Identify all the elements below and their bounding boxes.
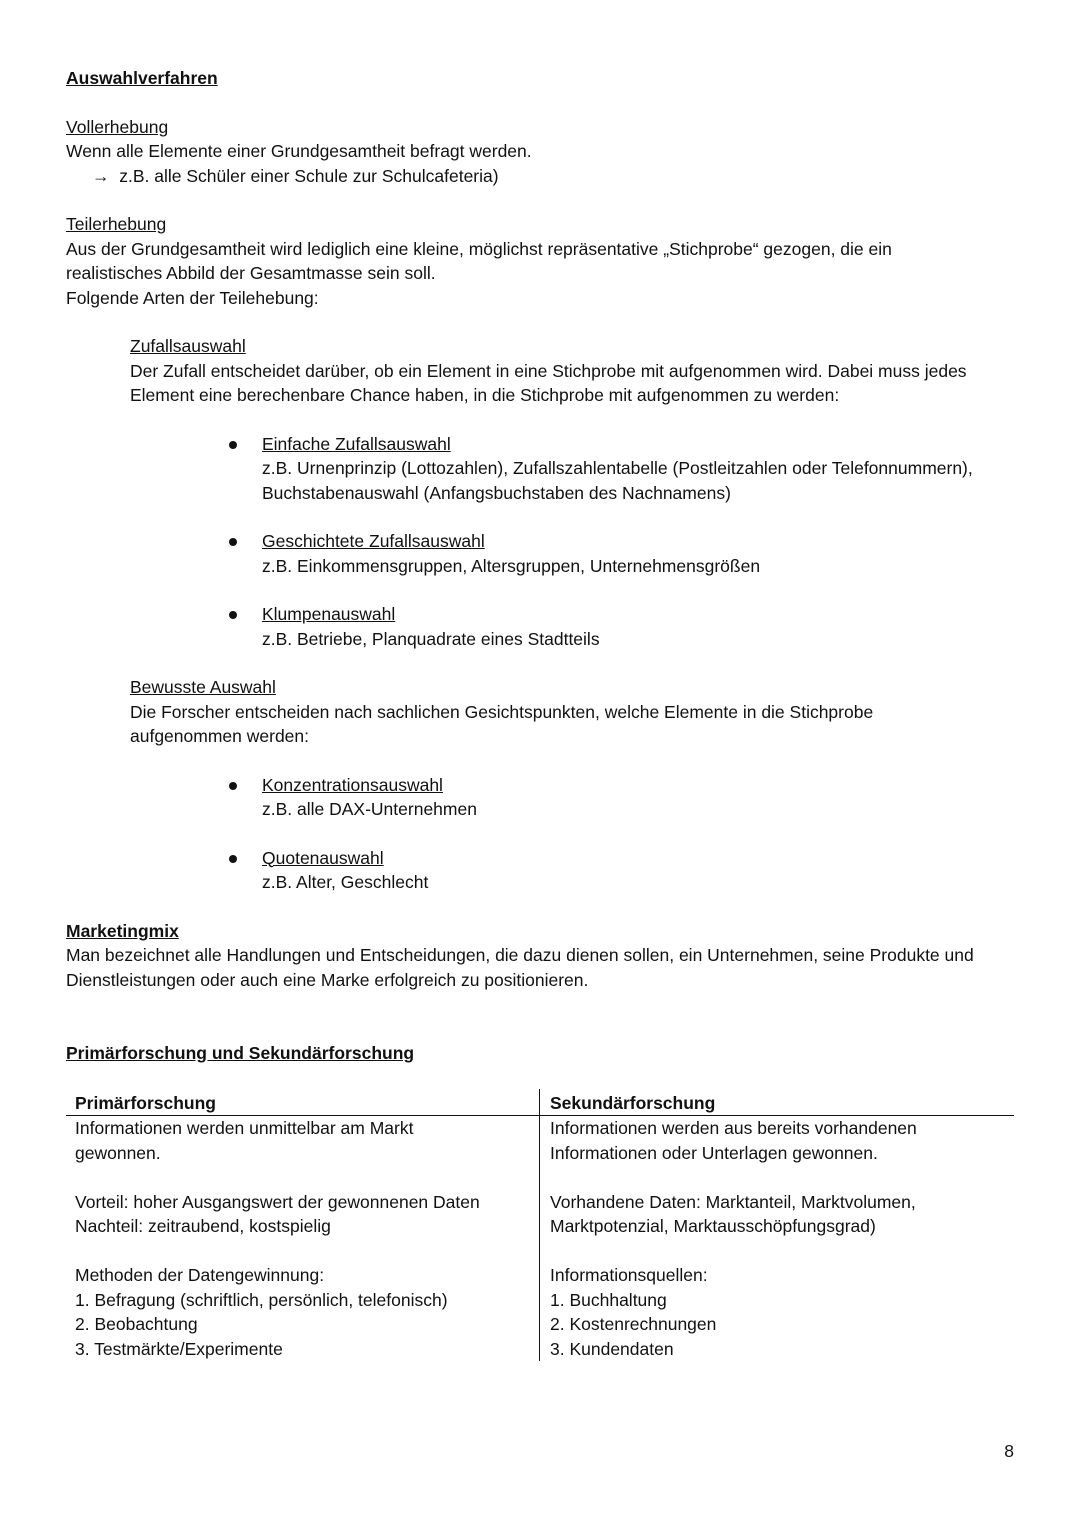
teilerhebung-text-1: Aus der Grundgesamtheit wird lediglich eine kleine, möglichst repräsentative „Stichprobe“ gezogen, die ein bbox=[66, 238, 892, 259]
table-cell-line: Informationen oder Unterlagen gewonnen. bbox=[550, 1142, 878, 1163]
table-cell-line: Nachteil: zeitraubend, kostspielig bbox=[75, 1216, 331, 1236]
table-cell-line: Informationen werden aus bereits vorhandenen bbox=[550, 1118, 917, 1138]
heading-forschung: Primärforschung und Sekundärforschung bbox=[66, 1043, 415, 1063]
vollerhebung-text: Wenn alle Elemente einer Grundgesamtheit befragt werden. bbox=[66, 141, 532, 161]
vollerhebung-example: → z.B. alle Schüler einer Schule zur Schulcafeteria) bbox=[92, 165, 499, 186]
sekundaerforschung-column bbox=[539, 1089, 1014, 1362]
list-item-text: z.B. Einkommensgruppen, Altersgruppen, Unternehmensgrößen bbox=[262, 555, 761, 576]
zufallsauswahl-section bbox=[66, 334, 1016, 408]
table-cell-line: 2. Kostenrechnungen bbox=[550, 1314, 717, 1334]
list-item-title: Geschichtete Zufallsauswahl bbox=[262, 531, 485, 551]
list-item-title: Quotenauswahl bbox=[262, 847, 384, 868]
table-cell-line bbox=[75, 1239, 531, 1264]
table-cell-line: Informationen werden unmittelbar am Markt bbox=[75, 1118, 414, 1138]
list-item bbox=[66, 529, 1016, 578]
heading-vollerhebung: Vollerhebung bbox=[66, 116, 169, 137]
list-item bbox=[66, 773, 1016, 822]
heading-auswahlverfahren: Auswahlverfahren bbox=[66, 68, 218, 88]
list-item-title: Konzentrationsauswahl bbox=[262, 774, 443, 795]
table-cell-line: 3. Kundendaten bbox=[550, 1338, 674, 1359]
bewusste-auswahl-section bbox=[66, 675, 1016, 749]
heading-bewusste-auswahl: Bewusste Auswahl bbox=[130, 677, 276, 697]
table-cell-line: Methoden der Datengewinnung: bbox=[75, 1265, 325, 1285]
sekundaerforschung-header: Sekundärforschung bbox=[540, 1091, 1014, 1117]
bullet-icon bbox=[229, 855, 237, 863]
primaerforschung-column bbox=[66, 1089, 539, 1362]
heading-marketingmix: Marketingmix bbox=[66, 920, 179, 941]
table-cell-line: 1. Befragung (schriftlich, persönlich, telefonisch) bbox=[75, 1289, 448, 1310]
teilerhebung-text-3: Folgende Arten der Teilehebung: bbox=[66, 287, 319, 308]
list-item-title: Klumpenauswahl bbox=[262, 604, 396, 624]
list-item-text: z.B. Alter, Geschlecht bbox=[262, 872, 429, 892]
page-number: 8 bbox=[1004, 1441, 1014, 1461]
list-item bbox=[66, 846, 1016, 895]
marketingmix-text-1: Man bezeichnet alle Handlungen und Entscheidungen, die dazu dienen sollen, ein Unternehmen, seine Produkte und bbox=[66, 945, 974, 965]
forschung-table bbox=[66, 1089, 1014, 1362]
list-item-text: z.B. Betriebe, Planquadrate eines Stadtteils bbox=[262, 628, 600, 649]
zufallsauswahl-text-1: Der Zufall entscheidet darüber, ob ein Element in eine Stichprobe mit aufgenommen wird. Dabei muss jedes bbox=[130, 360, 967, 381]
list-item bbox=[66, 432, 1016, 506]
table-cell-line: 2. Beobachtung bbox=[75, 1314, 198, 1334]
bewusste-auswahl-text-1: Die Forscher entscheiden nach sachlichen Gesichtspunkten, welche Elemente in die Stichprobe bbox=[130, 701, 874, 722]
table-cell-line: gewonnen. bbox=[75, 1142, 161, 1163]
document-page bbox=[66, 66, 1016, 1361]
list-item-text: z.B. Urnenprinzip (Lottozahlen), Zufallszahlentabelle (Postleitzahlen oder Telefonnummern), bbox=[262, 458, 973, 478]
table-cell-line bbox=[75, 1165, 531, 1190]
heading-zufallsauswahl: Zufallsauswahl bbox=[130, 336, 246, 356]
list-item bbox=[66, 602, 1016, 651]
table-cell-line: Vorteil: hoher Ausgangswert der gewonnenen Daten bbox=[75, 1191, 480, 1212]
arrow-right-icon: → bbox=[92, 165, 110, 186]
heading-teilerhebung: Teilerhebung bbox=[66, 214, 167, 234]
bullet-icon bbox=[229, 441, 237, 449]
bewusste-auswahl-text-2: aufgenommen werden: bbox=[130, 726, 309, 746]
bullet-icon bbox=[229, 782, 237, 790]
list-item-text: Buchstabenauswahl (Anfangsbuchstaben des Nachnamens) bbox=[262, 482, 731, 503]
zufallsauswahl-text-2: Element eine berechenbare Chance haben, in die Stichprobe mit aufgenommen zu werden: bbox=[130, 385, 840, 405]
list-item-title: Einfache Zufallsauswahl bbox=[262, 433, 451, 454]
bullet-icon bbox=[229, 611, 237, 619]
table-cell-line bbox=[550, 1165, 1006, 1190]
sekundaerforschung-cells bbox=[550, 1116, 1006, 1361]
table-cell-line: 3. Testmärkte/Experimente bbox=[75, 1338, 283, 1359]
primaerforschung-header: Primärforschung bbox=[66, 1091, 539, 1117]
bullet-icon bbox=[229, 538, 237, 546]
table-cell-line: Informationsquellen: bbox=[550, 1265, 708, 1285]
table-cell-line: Marktpotenzial, Marktausschöpfungsgrad) bbox=[550, 1216, 876, 1236]
table-cell-line: Vorhandene Daten: Marktanteil, Marktvolumen, bbox=[550, 1191, 916, 1212]
list-item-text: z.B. alle DAX-Unternehmen bbox=[262, 799, 477, 819]
teilerhebung-text-2: realistisches Abbild der Gesamtmasse sein soll. bbox=[66, 263, 436, 283]
table-cell-line bbox=[550, 1239, 1006, 1264]
primaerforschung-cells bbox=[75, 1116, 531, 1361]
marketingmix-text-2: Dienstleistungen oder auch eine Marke erfolgreich zu positionieren. bbox=[66, 969, 589, 990]
table-cell-line: 1. Buchhaltung bbox=[550, 1289, 667, 1310]
